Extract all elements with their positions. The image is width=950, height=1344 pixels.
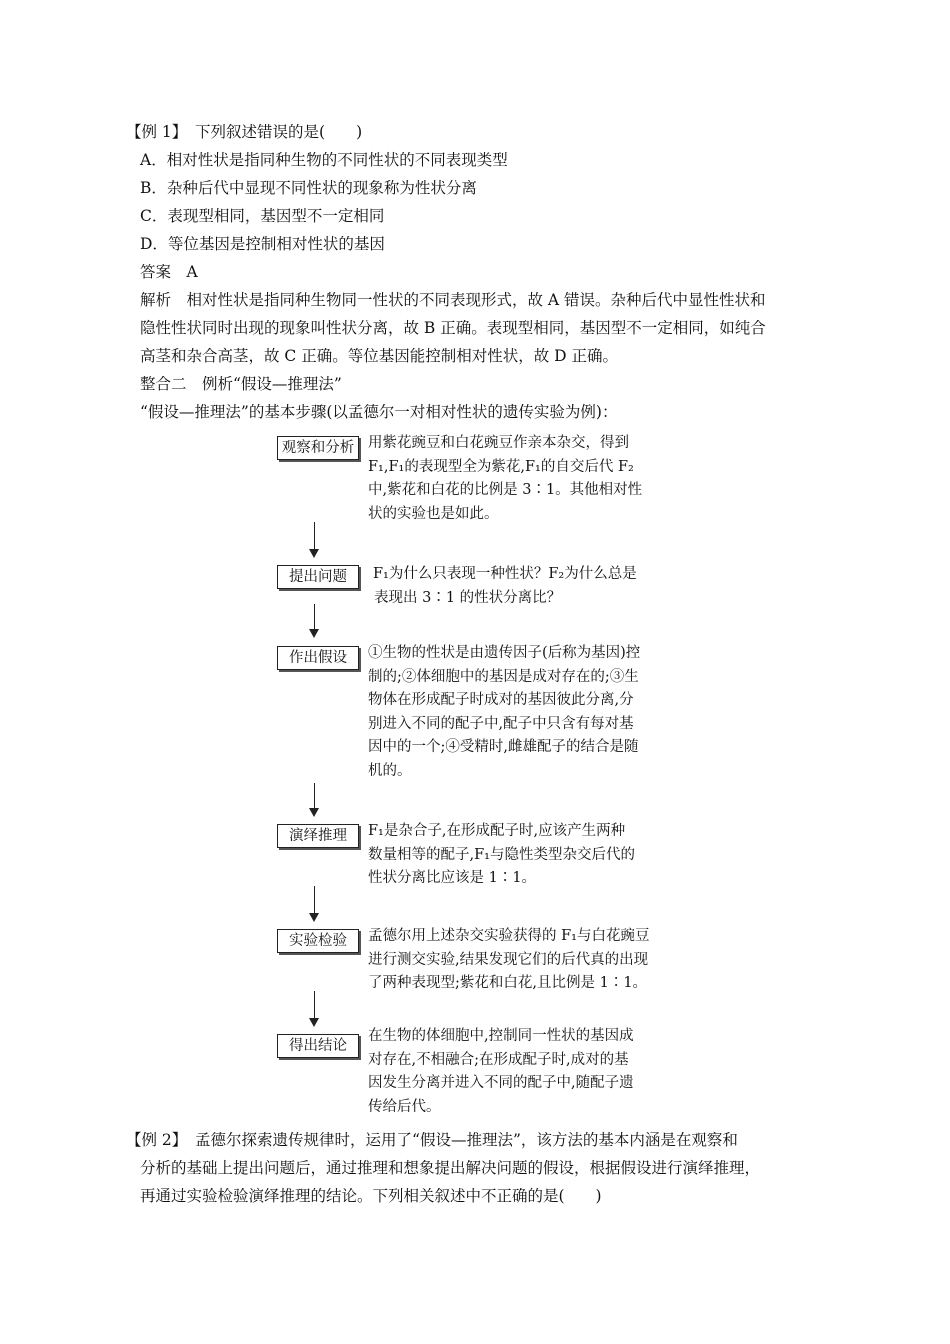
example1-analysis-line: 隐性性状同时出现的现象叫性状分离，故 B 正确。表现型相同，基因型不一定相同，如纯合 [140, 319, 766, 337]
example2-line: 分析的基础上提出问题后，通过推理和想象提出解决问题的假设，根据假设进行演绎推理， [140, 1159, 761, 1177]
flow-step-label: 观察和分析 [277, 436, 359, 460]
flow-arrow [309, 783, 321, 817]
section-intro: “假设—推理法”的基本步骤(以孟德尔一对相对性状的遗传实验为例)： [140, 403, 618, 421]
example1-analysis-line: 高茎和杂合高茎，故 C 正确。等位基因能控制相对性状，故 D 正确。 [140, 347, 618, 365]
flow-step-description: F₁是杂合子,在形成配子时,应该产生两种 数量相等的配子,F₁与隐性类型杂交后代的 性状分离比应该是 1∶1。 [368, 823, 635, 886]
flow-arrow [309, 991, 321, 1027]
flow-step-description: 用紫花豌豆和白花豌豆作亲本杂交，得到 F₁,F₁的表现型全为紫花,F₁的自交后代 F₂ 中,紫花和白花的比例是 3∶1。其他相对性 状的实验也是如此。 [368, 435, 643, 522]
flow-step-label: 得出结论 [277, 1034, 359, 1058]
flow-arrow [309, 522, 321, 558]
flow-step-label: 提出问题 [277, 565, 359, 589]
example1-answer: 答案 A [140, 263, 198, 281]
example2-line: 【例 2】 孟德尔探索遗传规律时，运用了“假设—推理法”，该方法的基本内涵是在观察和 [126, 1131, 738, 1149]
flow-arrow [309, 886, 321, 922]
example1-option-b: B．杂种后代中显现不同性状的现象称为性状分离 [140, 179, 477, 197]
example1-option-d: D．等位基因是控制相对性状的基因 [140, 235, 385, 253]
flow-arrow [309, 604, 321, 638]
example1-option-c: C．表现型相同，基因型不一定相同 [140, 207, 385, 225]
flow-step-description: ①生物的性状是由遗传因子(后称为基因)控 制的;②体细胞中的基因是成对存在的;③生 物体在形成配子时成对的基因彼此分离,分 别进入不同的配子中,配子中只含有每对基 因中的一个;④受精时,雌雄配子的结合是随 机的。 [368, 645, 641, 779]
flow-step-description: 在生物的体细胞中,控制同一性状的基因成 对存在,不相融合;在形成配子时,成对的基 因发生分离并进入不同的配子中,随配子遗 传给后代。 [368, 1028, 634, 1115]
section-title: 整合二 例析“假设—推理法” [140, 375, 342, 393]
example2-line: 再通过实验检验演绎推理的结论。下列相关叙述中不正确的是( ) [140, 1187, 602, 1205]
flow-step-label: 实验检验 [277, 929, 359, 953]
example1-question: 【例 1】 下列叙述错误的是( ) [126, 123, 363, 141]
example1-analysis-line: 解析 相对性状是指同种生物同一性状的不同表现形式，故 A 错误。杂种后代中显性性状和 [140, 291, 766, 309]
flow-step-label: 作出假设 [277, 646, 359, 670]
flow-step-label: 演绎推理 [277, 824, 359, 848]
flow-step-description: 孟德尔用上述杂交实验获得的 F₁与白花豌豆 进行测交实验,结果发现它们的后代真的出现 了两种表现型;紫花和白花,且比例是 1∶1。 [368, 928, 650, 991]
example1-option-a: A．相对性状是指同种生物的不同性状的不同表现类型 [140, 151, 508, 169]
flow-step-description: F₁为什么只表现一种性状？F₂为什么总是 表现出 3∶1 的性状分离比？ [373, 566, 637, 606]
